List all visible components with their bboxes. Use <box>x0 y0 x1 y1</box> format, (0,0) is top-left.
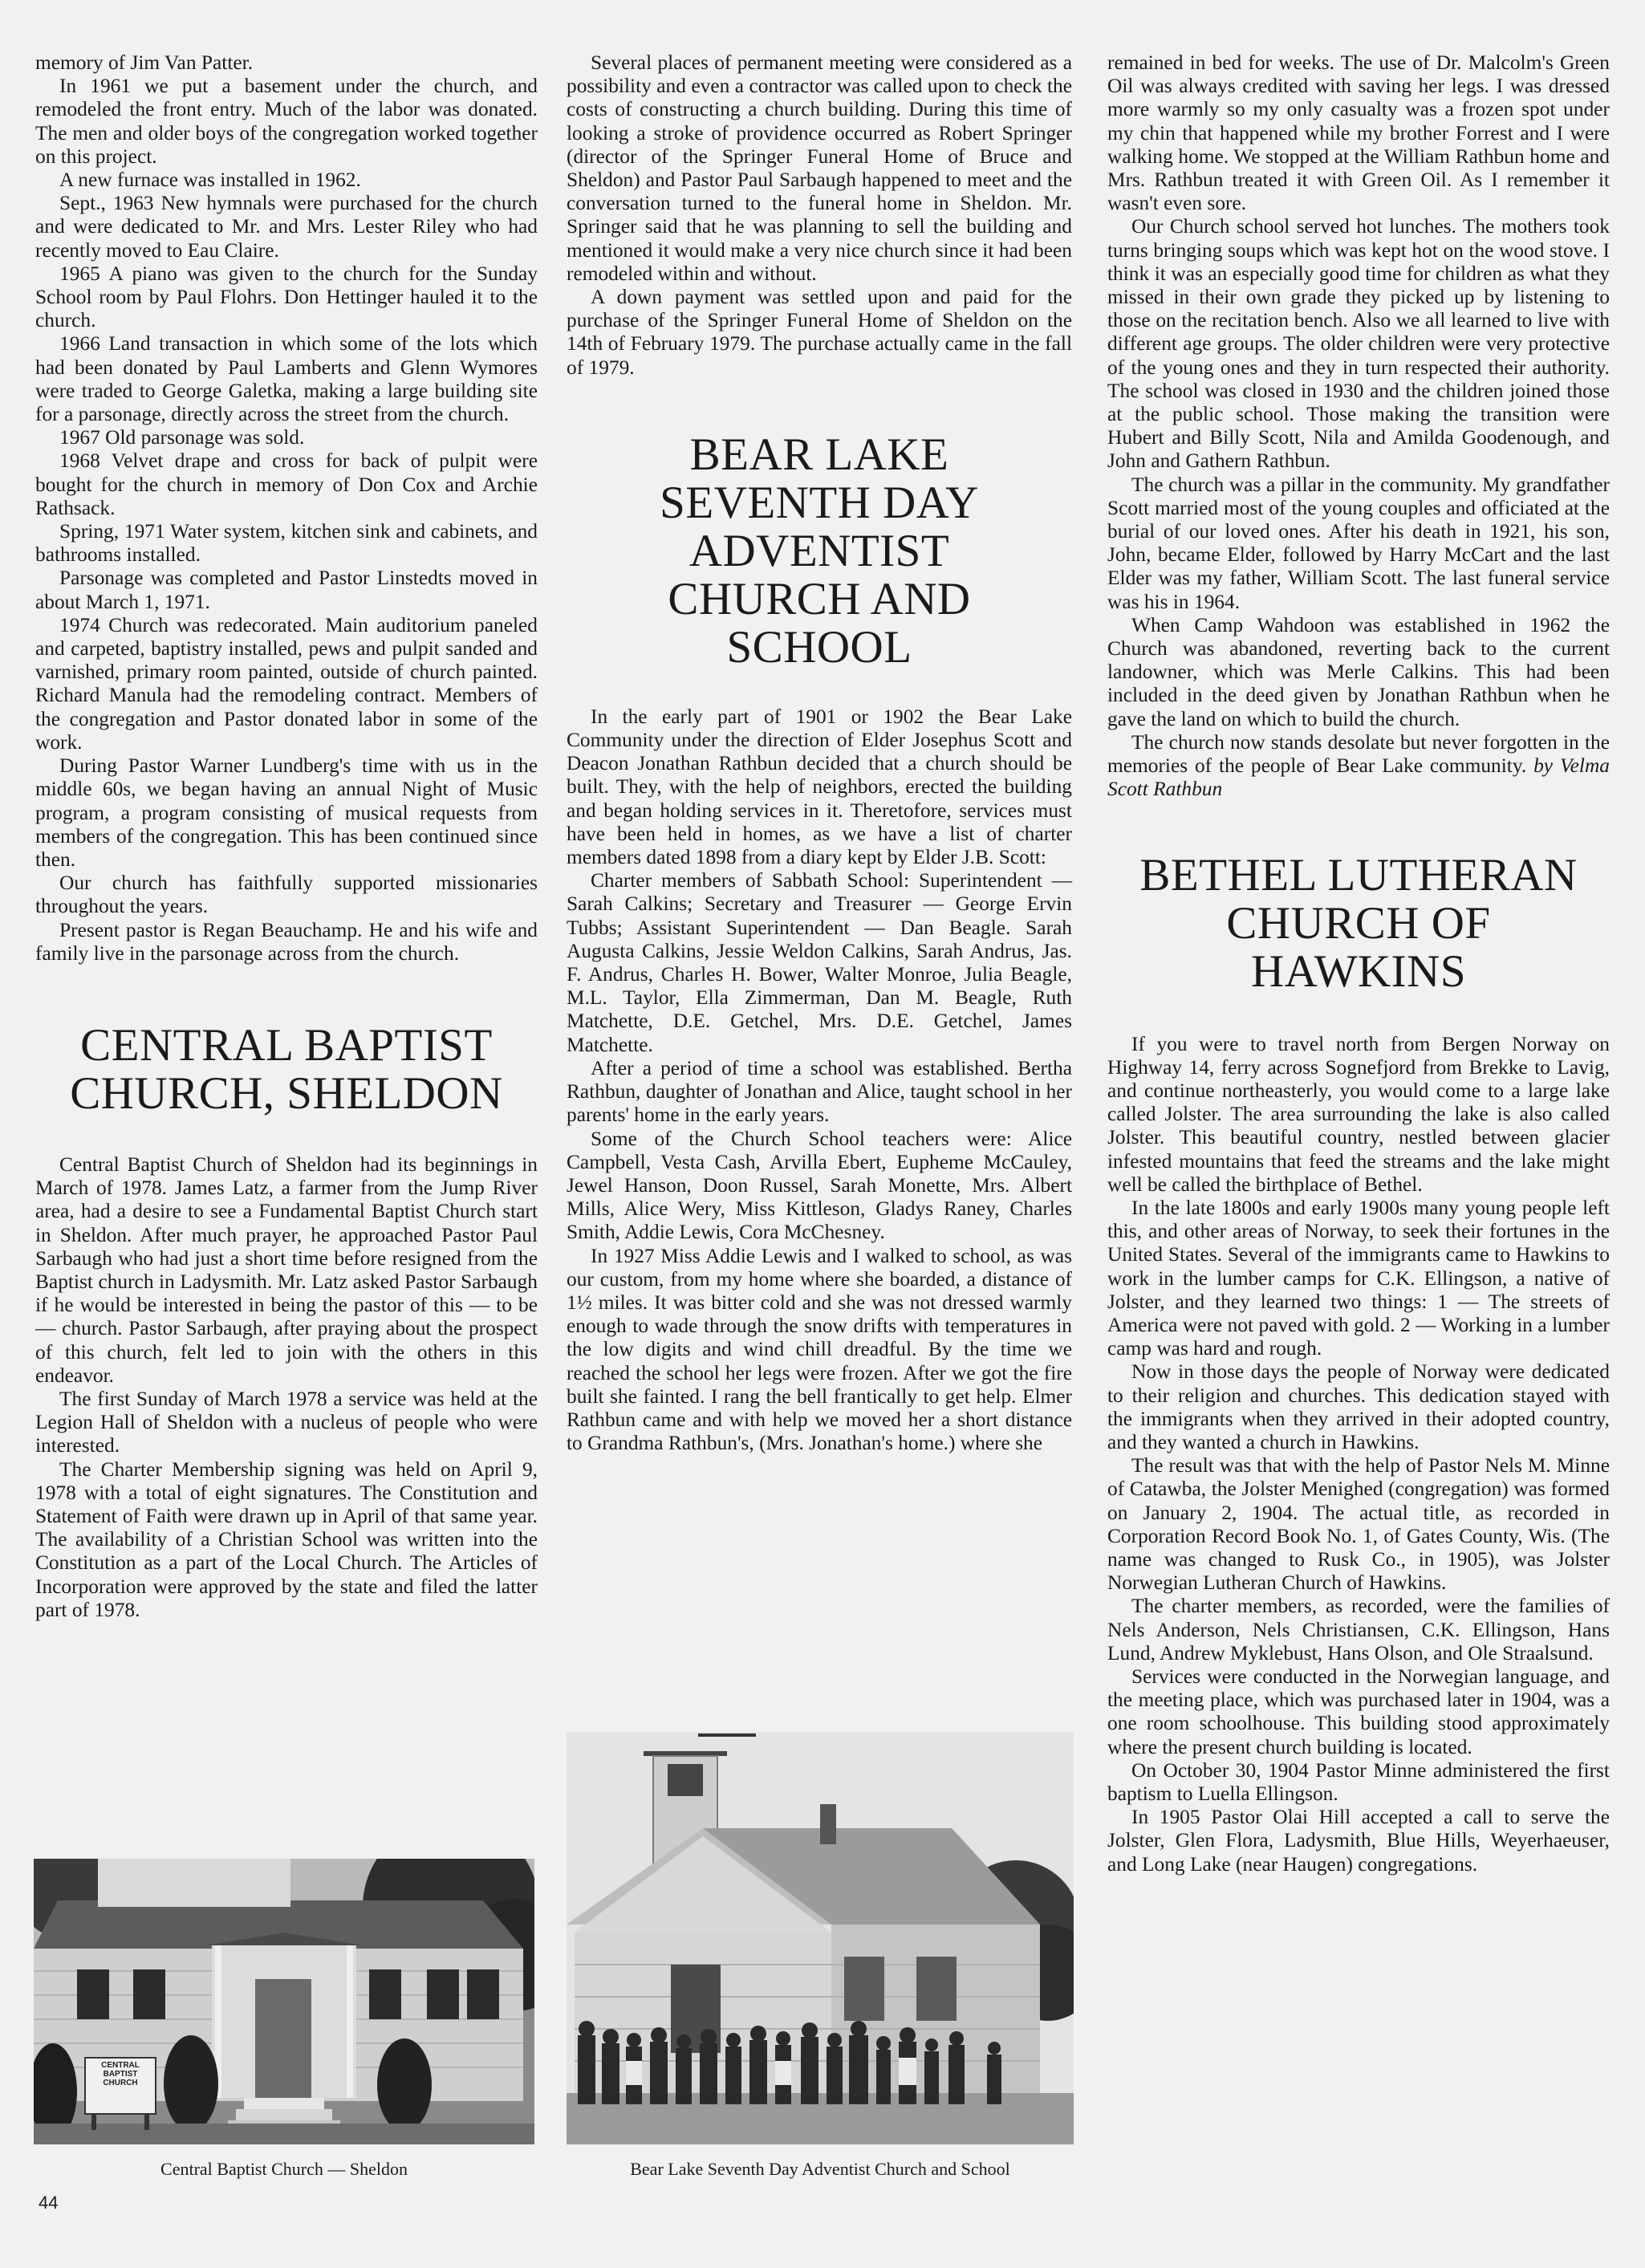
title-line: CHURCH OF <box>1226 897 1491 949</box>
paragraph: The first Sunday of March 1978 a service was held at the Legion Hall of Sheldon with a nucleus of people who were interested. <box>35 1387 538 1457</box>
column-2 <box>567 51 1072 1455</box>
bear-lake-illustration <box>567 1732 1074 2144</box>
paragraph: The Charter Membership signing was held on April 9, 1978 with a total of eight signatures. The Constitution and Statement of Faith were drawn up in April of that same year. The availability of a Christian School was written into the Constitution as a part of the Local Church. The Articles of Incorporation were approved by the state and filed the latter part of 1978. <box>35 1457 538 1621</box>
paragraph: 1968 Velvet drape and cross for back of pulpit were bought for the church in memory of Don Cox and Archie Rathsack. <box>35 449 538 519</box>
paragraph: Spring, 1971 Water system, kitchen sink and cabinets, and bathrooms installed. <box>35 520 538 567</box>
paragraph: Charter members of Sabbath School: Superintendent — Sarah Calkins; Secretary and Treasurer — George Ervin Tubbs; Assistant Superintendent — Dan Beagle. Sarah Augusta Calkins, Jessie Weldon Calkins, Sarah Andrus, Jas. F. Andrus, Charles H. Bower, Walter Monroe, Julia Beagle, M.L. Taylor, Ella Zimmerman, Dan M. Beagle, Ruth Matchette, D.E. Getchel, Mrs. D.E. Getchel, James Matchette. <box>567 869 1072 1056</box>
bear-lake-title <box>567 431 1072 672</box>
paragraph: The charter members, as recorded, were the families of Nels Anderson, Nels Christiansen, C.K. Ellingson, Hans Lund, Andrew Myklebust, Hans Olson, and Ole Straalsund. <box>1107 1595 1610 1664</box>
title-line: BEAR LAKE <box>689 429 949 480</box>
title-line: CHURCH AND <box>668 573 971 624</box>
paragraph: 1965 A piano was given to the church for the Sunday School room by Paul Flohrs. Don Hettinger hauled it to the church. <box>35 262 538 332</box>
central-baptist-illustration <box>34 1859 534 2144</box>
paragraph: After a period of time a school was established. Bertha Rathbun, daughter of Jonathan and Alice, taught school in her parents' home in the early years. <box>567 1056 1072 1127</box>
paragraph: remained in bed for weeks. The use of Dr. Malcolm's Green Oil was always credited with saving her legs. I was dressed more warmly so my only casualty was a frozen spot under my chin that happened while my brother Forrest and I were walking home. We stopped at the William Rathbun home and Mrs. Rathbun treated it with Green Oil. As I remember it wasn't even sore. <box>1107 51 1610 215</box>
title-line: SEVENTH DAY <box>660 477 979 528</box>
page-number: 44 <box>39 2193 59 2213</box>
paragraph: 1974 Church was redecorated. Main auditorium paneled and carpeted, baptistry installed, pews and pulpit sanded and varnished, primary room painted, outside of church painted. Richard Manula had the remodeling contract. Members of the congregation and Pastor donated labor in some of the work. <box>35 613 538 754</box>
paragraph: On October 30, 1904 Pastor Minne administered the first baptism to Luella Ellingson. <box>1107 1758 1610 1805</box>
paragraph: Central Baptist Church of Sheldon had its beginnings in March of 1978. James Latz, a farmer from the Jump River area, had a desire to see a Fundamental Baptist Church start in Sheldon. After much prayer, he approached Pastor Paul Sarbaugh who had just a short time before resigned from the Baptist church in Ladysmith. Mr. Latz asked Pastor Sarbaugh if he would be interested in being the pastor of this — to be — church. Pastor Sarbaugh, after praying about the prospect of this church, felt led to join with the others in this endeavor. <box>35 1152 538 1387</box>
paragraph: In 1927 Miss Addie Lewis and I walked to school, as was our custom, from my home where she boarded, a distance of 1½ miles. It was bitter cold and she was not dressed warmly enough to wade through the snow drifts with temperatures in the low digits and wind chill dreadful. By the time we reached the school her legs were frozen. After we got the fire built she fainted. I rang the bell frantically to get help. Elmer Rathbun came and with help we moved her a short distance to Grandma Rathbun's, (Mrs. Jonathan's home.) where she <box>567 1244 1072 1455</box>
paragraph: When Camp Wahdoon was established in 1962 the Church was abandoned, reverting back to the current landowner, which was Merle Calkins. This had been included in the deed given by Jonathan Rathbun when he gave the land on which to build the church. <box>1107 613 1610 730</box>
title-line: SCHOOL <box>726 621 912 673</box>
paragraph: Our Church school served hot lunches. The mothers took turns bringing soups which was kept hot on the wood stove. I think it was an especially good time for children as what they missed in their own grade they picked up by listening to those on the recitation bench. Also we all learned to live with different age groups. The older children were very protective of the young ones and they in turn respected their authority. The school was closed in 1930 and the children joined those at the public school. Those making the transition were Hubert and Billy Scott, Nila and Amilda Goodenough, and John and Gathern Rathbun. <box>1107 215 1610 473</box>
paragraph: In 1961 we put a basement under the church, and remodeled the front entry. Much of the labor was donated. The men and older boys of the congregation worked together on this project. <box>35 75 538 168</box>
paragraph-text: The church now stands desolate but never forgotten in the memories of the people of Bear Lake community. <box>1107 730 1610 778</box>
paragraph: A down payment was settled upon and paid for the purchase of the Springer Funeral Home of Sheldon on the 14th of February 1979. The purchase actually came in the fall of 1979. <box>567 286 1072 379</box>
paragraph: Parsonage was completed and Pastor Linstedts moved in about March 1, 1971. <box>35 567 538 613</box>
paragraph: Now in those days the people of Norway were dedicated to their religion and churches. This dedication stayed with the immigrants when they arrived in their adopted country, and they wanted a church in Hawkins. <box>1107 1360 1610 1453</box>
central-baptist-photo <box>34 1859 534 2144</box>
central-baptist-title <box>35 1019 538 1119</box>
sign-text: CENTRAL <box>101 2061 140 2070</box>
paragraph: A new furnace was installed in 1962. <box>59 169 361 192</box>
paragraph: During Pastor Warner Lundberg's time with us in the middle 60s, we began having an annual Night of Music program, a program consisting of musical requests from members of the congregation. This has been continued since then. <box>35 754 538 871</box>
paragraph: 1966 Land transaction in which some of the lots which had been donated by Paul Lamberts and Glenn Wymores were traded to George Galetka, making a large building site for a parsonage, directly across the street from the church. <box>35 332 538 426</box>
paragraph: In the early part of 1901 or 1902 the Bear Lake Community under the direction of Elder Josephus Scott and Deacon Jonathan Rathbun decided that a church should be built. They, with the help of neighbors, erected the building and began holding services in it. Theretofore, services must have been held in homes, as we have a list of charter members dated 1898 from a diary kept by Elder J.B. Scott: <box>567 705 1072 869</box>
title-line: HAWKINS <box>1250 945 1467 997</box>
paragraph: Our church has faithfully supported missionaries throughout the years. <box>35 872 538 918</box>
title-line: CHURCH, SHELDON <box>70 1067 503 1119</box>
paragraph: 1967 Old parsonage was sold. <box>59 426 305 449</box>
bear-lake-photo <box>567 1732 1074 2144</box>
title-line: BETHEL LUTHERAN <box>1139 849 1578 900</box>
title-line: CENTRAL BAPTIST <box>80 1019 493 1071</box>
paragraph: Some of the Church School teachers were: Alice Campbell, Vesta Cash, Arvilla Ebert, Eupheme McCauley, Jewel Hanson, Doon Russel, Sarah Monette, Mrs. Albert Mills, Alice Wery, Miss Kittleson, Gladys Raney, Charles Smith, Addie Lewis, Cora McChesney. <box>567 1127 1072 1244</box>
paragraph: Sept., 1963 New hymnals were purchased for the church and were dedicated to Mr. and Mrs. Lester Riley who had recently moved to Eau Claire. <box>35 192 538 262</box>
paragraph: The church was a pillar in the community. My grandfather Scott married most of the young couples and officiated at the burial of our loved ones. After his death in 1921, his son, John, became Elder, followed by Harry McCart and the last Elder was my father, William Scott. The last funeral service was his in 1964. <box>1107 473 1610 613</box>
paragraph: Services were conducted in the Norwegian language, and the meeting place, which was purchased later in 1904, was a one room schoolhouse. This building stood approximately where the present church building is located. <box>1107 1664 1610 1758</box>
title-line: ADVENTIST <box>688 525 950 576</box>
photo-caption: Central Baptist Church — Sheldon <box>160 2159 408 2179</box>
photo-caption: Bear Lake Seventh Day Adventist Church and School <box>630 2159 1010 2179</box>
paragraph <box>1107 731 1610 802</box>
paragraph: If you were to travel north from Bergen Norway on Highway 14, ferry across Sognefjord from Brekke to Lavig, and continue northeasterly, you would come to a large lake called Jolster. The area surrounding the lake is also called Jolster. This beautiful country, nestled between glacier infested mountains that feed the streams and the lake might well be called the birthplace of Bethel. <box>1107 1032 1610 1196</box>
column-1 <box>35 51 538 1622</box>
paragraph: The result was that with the help of Pastor Nels M. Minne of Catawba, the Jolster Menighed (congregation) was formed on January 2, 1904. The actual title, as recorded in Corporation Record Book No. 1, of Gates County, Wis. (The name was changed to Rusk Co., in 1905), was Jolster Norwegian Lutheran Church of Hawkins. <box>1107 1454 1610 1595</box>
paragraph: In 1905 Pastor Olai Hill accepted a call to serve the Jolster, Glen Flora, Ladysmith, Blue Hills, Weyerhaeuser, and Long Lake (near Haugen) congregations. <box>1107 1806 1610 1876</box>
byline: by Velma Scott Rathbun <box>1107 754 1610 801</box>
bethel-lutheran-title <box>1107 849 1610 997</box>
column-3 <box>1107 51 1610 1876</box>
church-sign <box>85 2061 156 2087</box>
paragraph: In the late 1800s and early 1900s many young people left this, and other areas of Norway, to seek their fortunes in the United States. Several of the immigrants came to Hawkins to work in the lumber camps for C.K. Ellingson, a native of Jolster, and they learned two things: 1 — The streets of America were not paved with gold. 2 — Working in a lumber camp was hard and rough. <box>1107 1196 1610 1360</box>
sign-text: CHURCH <box>103 2079 138 2087</box>
paragraph: Several places of permanent meeting were considered as a possibility and even a contractor was called upon to check the costs of constructing a church building. During this time of looking a stroke of providence occurred as Robert Springer (director of the Springer Funeral Home of Bruce and Sheldon) and Pastor Paul Sarbaugh happened to meet and the conversation turned to the funeral home in Sheldon. Mr. Springer said that he was planning to sell the building and mentioned it would make a very nice church since it had been remodeled within and without. <box>567 51 1072 285</box>
paragraph: Present pastor is Regan Beauchamp. He and his wife and family live in the parsonage across from the church. <box>35 918 538 965</box>
sign-text: BAPTIST <box>103 2070 138 2079</box>
paragraph: memory of Jim Van Patter. <box>35 51 254 74</box>
